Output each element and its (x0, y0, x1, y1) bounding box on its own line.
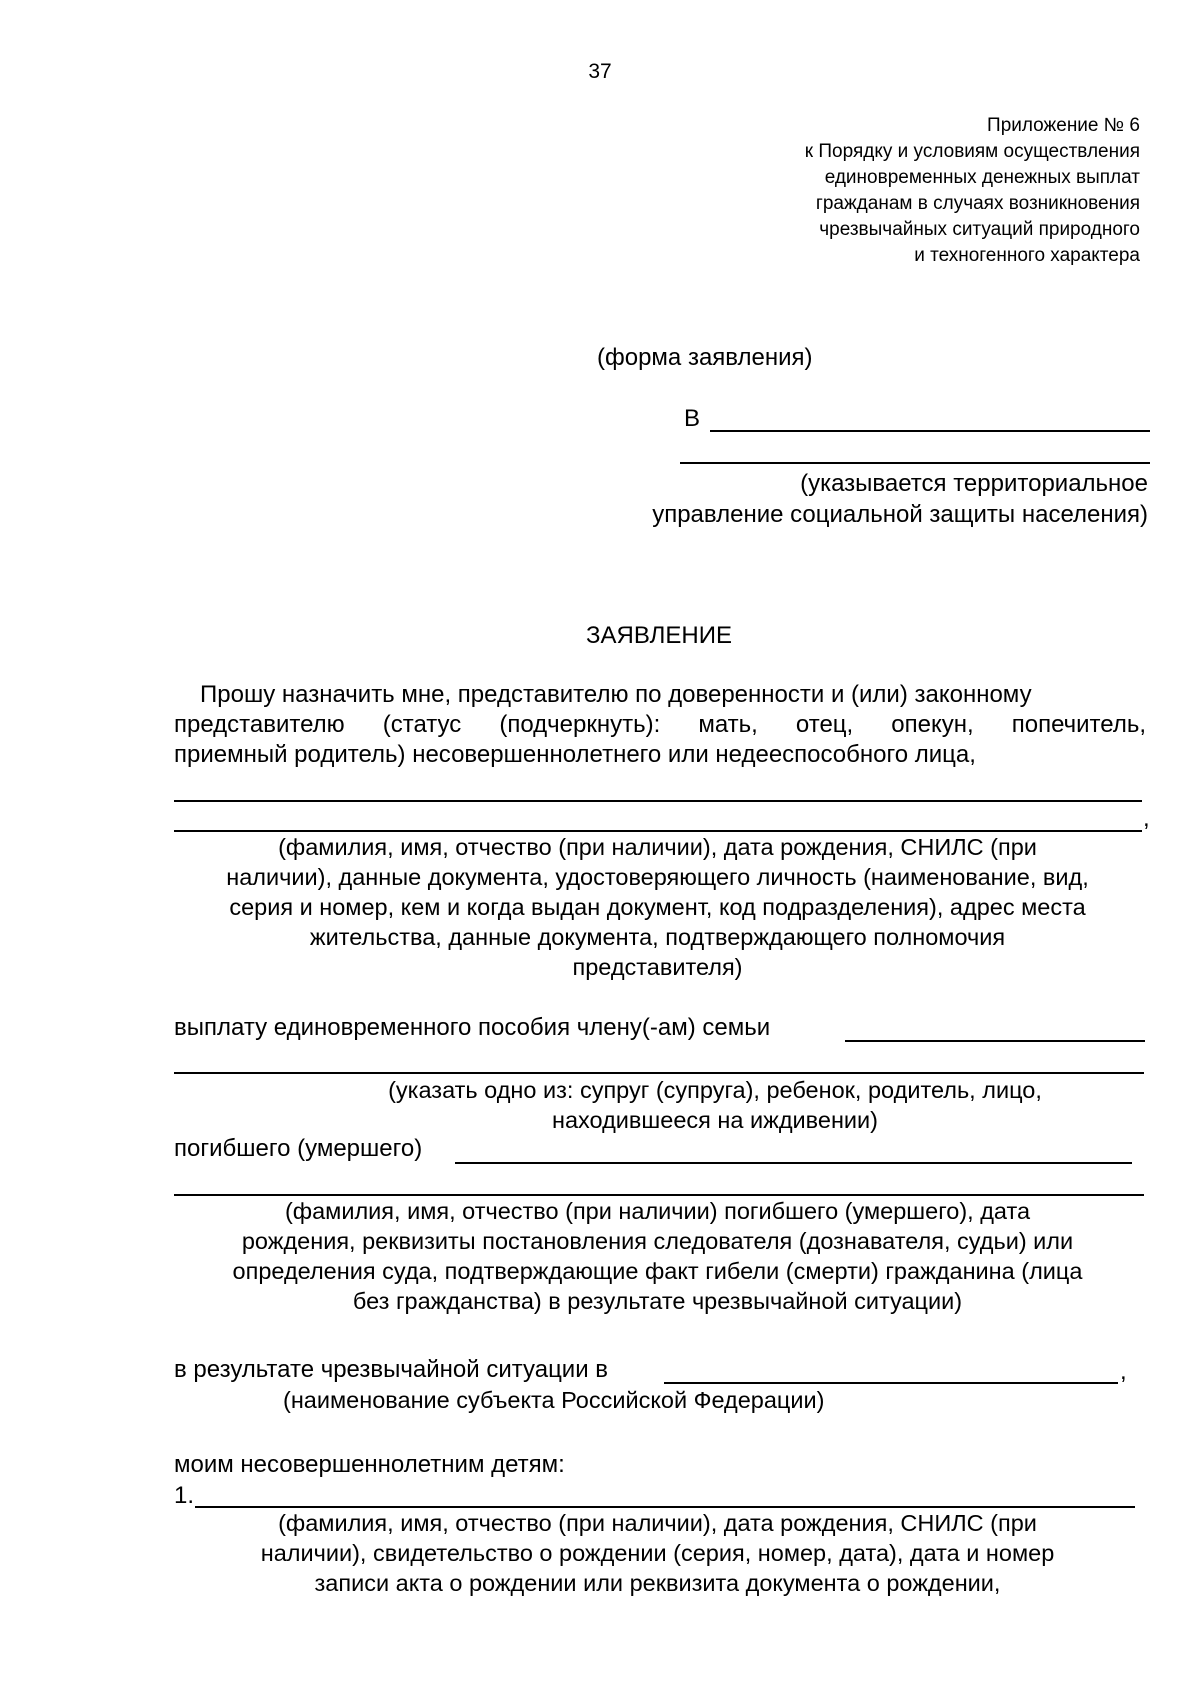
addressee-field-line-2[interactable] (680, 462, 1150, 464)
intro-line-1: Прошу назначить мне, представителю по доверенности и (или) законному (200, 681, 1032, 708)
child-caption (170, 1508, 1145, 1598)
caption-line: (фамилия, имя, отчество (при наличии), дата рождения, СНИЛС (при (278, 834, 1037, 860)
appendix-line: единовременных денежных выплат (824, 167, 1140, 188)
caption-line: рождения, реквизиты постановления следователя (дознавателя, судьи) или (241, 1228, 1074, 1254)
addressee-field-line-1[interactable] (710, 430, 1150, 432)
applicant-caption (170, 832, 1145, 982)
caption-line: (фамилия, имя, отчество (при наличии), дата рождения, СНИЛС (при (278, 1510, 1037, 1536)
addressee-caption (652, 468, 1148, 530)
region-field-line[interactable] (664, 1382, 1118, 1384)
intro-line-2: представителю (статус (подчеркнуть): мать, отец, опекун, попечитель, (174, 711, 1146, 738)
caption-line: (указать одно из: супруг (супруга), ребенок, родитель, лицо, (388, 1077, 1042, 1103)
caption-line: серия и номер, кем и когда выдан документ, код подразделения), адрес места (229, 894, 1086, 920)
deceased-field-line-1[interactable] (455, 1162, 1132, 1164)
appendix-line: гражданам в случаях возникновения (815, 193, 1140, 214)
caption-line: жительства, данные документа, подтверждающего полномочия (309, 924, 1006, 950)
addressee-prefix: В (684, 405, 701, 432)
family-caption (330, 1075, 1100, 1135)
caption-line: записи акта о рождении или реквизита документа о рождении, (314, 1570, 1001, 1596)
deceased-label: погибшего (умершего) (174, 1135, 423, 1162)
appendix-header (805, 113, 1140, 269)
family-field-line-2[interactable] (174, 1072, 1144, 1074)
caption-line: представителя) (572, 954, 743, 980)
appendix-line: к Порядку и условиям осуществления (804, 141, 1140, 162)
payment-label: выплату единовременного пособия члену(-ам) семьи (174, 1014, 771, 1041)
applicant-field-line-1[interactable] (174, 800, 1142, 802)
child-number: 1. (174, 1482, 195, 1509)
appendix-line: Приложение № 6 (987, 115, 1140, 136)
deceased-caption (170, 1196, 1145, 1316)
family-field-line-1[interactable] (845, 1040, 1145, 1042)
appendix-line: и техногенного характера (914, 245, 1140, 266)
emergency-label: в результате чрезвычайной ситуации в (174, 1356, 609, 1383)
children-label: моим несовершеннолетним детям: (174, 1451, 565, 1478)
intro-line-3: приемный родитель) несовершеннолетнего или недееспособного лица, (174, 741, 976, 768)
form-label: (форма заявления) (597, 344, 813, 371)
page-number: 37 (588, 60, 612, 83)
applicant-comma: , (1143, 805, 1150, 832)
addressee-caption-line: управление социальной защиты населения) (652, 501, 1148, 528)
region-comma: , (1120, 1358, 1127, 1385)
caption-line: находившееся на иждивении) (551, 1107, 879, 1133)
caption-line: определения суда, подтверждающие факт гибели (смерти) гражданина (лица (232, 1258, 1083, 1284)
caption-line: без гражданства) в результате чрезвычайной ситуации) (352, 1288, 963, 1314)
caption-line: наличии), свидетельство о рождении (серия, номер, дата), дата и номер (260, 1540, 1055, 1566)
document-title: ЗАЯВЛЕНИЕ (586, 622, 732, 649)
caption-line: (фамилия, имя, отчество (при наличии) погибшего (умершего), дата (284, 1198, 1031, 1224)
region-caption: (наименование субъекта Российской Федерации) (283, 1387, 825, 1413)
appendix-line: чрезвычайных ситуаций природного (819, 219, 1140, 240)
addressee-caption-line: (указывается территориальное (800, 470, 1148, 497)
caption-line: наличии), данные документа, удостоверяющего личность (наименование, вид, (226, 864, 1089, 890)
